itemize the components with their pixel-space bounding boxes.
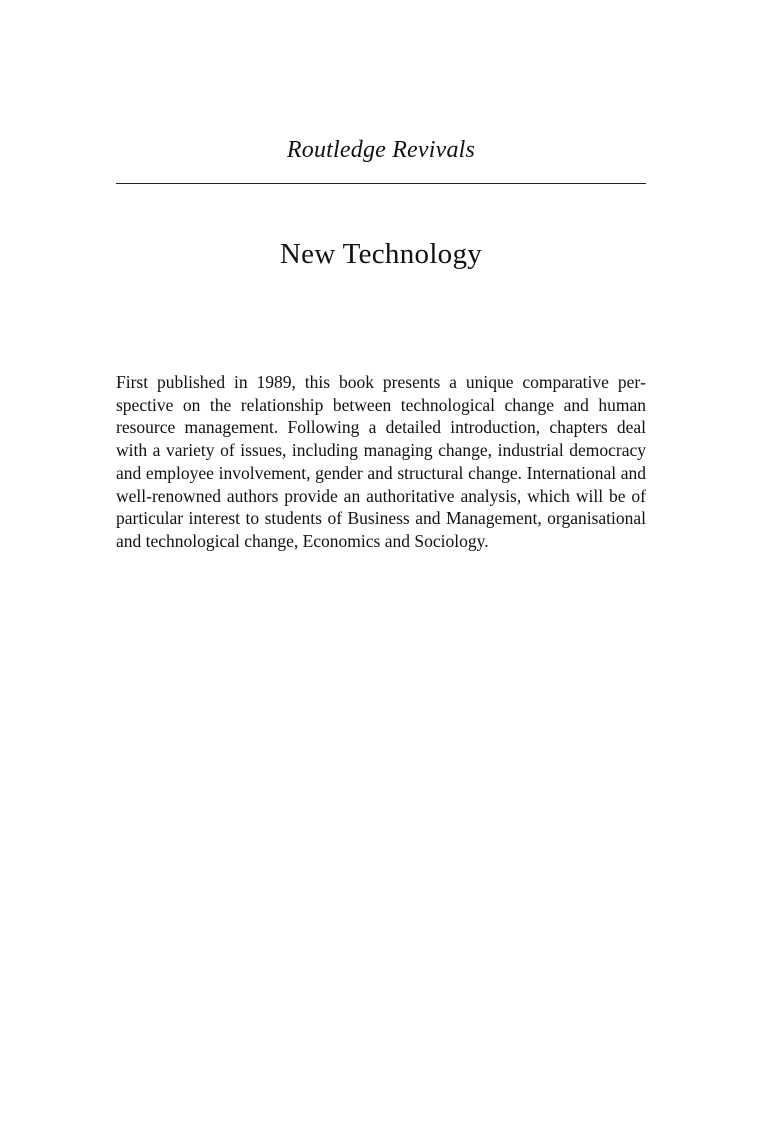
book-description: First published in 1989, this book presents a unique comparative perspective on the relationship between technological change and human resource management. Following a detailed introduction, chapters deal with a variety of issues, including managing change, industrial democracy and employee involvement, gender and structural change. International and well-renowned authors provide an authoritative analysis, which will be of particular interest to students of Business and Management, organisational and technological change, Economics and Sociology.	[116, 372, 646, 551]
series-divider	[116, 183, 646, 184]
book-title: New Technology	[279, 238, 483, 270]
series-title: Routledge Revivals	[286, 137, 476, 163]
